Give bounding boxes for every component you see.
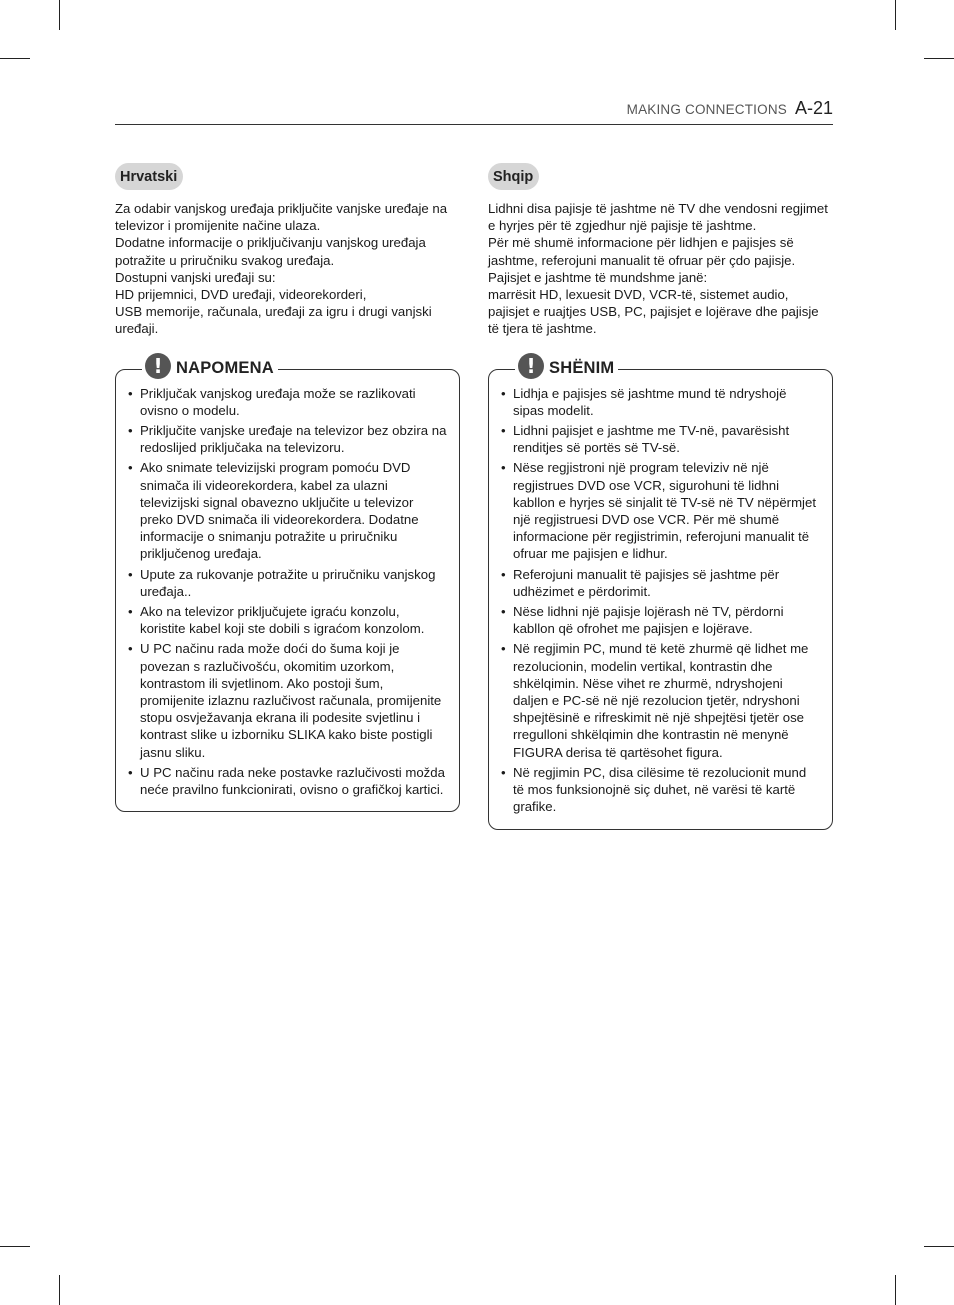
- intro-text: [115, 200, 460, 338]
- list-item: • U PC načinu rada neke postavke razlučivosti možda neće pravilno funkcionirati, ovisno o grafičkoj kartici.: [127, 764, 447, 798]
- intro-paragraph: Lidhni disa pajisje të jashtme në TV dhe vendosni regjimet e hyrjes për të zgjedhur një pajisje të jashtme.: [488, 201, 828, 234]
- note-title-label: NAPOMENA: [176, 359, 274, 378]
- list-item: • Nëse regjistroni një program televiziv në një regjistrues DVD ose VCR, sigurohuni të lidhni kabllon e hyrjes së sinjalit të TV-së në TV nëpërmjet një regjistruesi DVD ose VCR. Për më shumë informacione për regjistrimin, referojuni manualit të ofruar me pajisjen e lidhur.: [500, 459, 820, 562]
- list-item: • Lidhni pajisjet e jashtme me TV-në, pavarësisht renditjes së portës së TV-së.: [500, 422, 820, 456]
- note-title: [515, 353, 618, 380]
- crop-mark: [924, 1246, 954, 1247]
- list-item: • U PC načinu rada može doći do šuma koji je povezan s razlučivošću, okomitim uzorkom, kontrastom ili svjetlinom. Ako postoji šum, promijenite izlaznu razlučivost računala, promijenite stopu osvježavanja ekrana ili podesite svjetlinu i kontrast slike u izborniku SLIKA kako biste postigli jasnu sliku.: [127, 640, 447, 760]
- list-item: • Në regjimin PC, disa cilësime të rezolucionit mund të mos funksionojnë siç duhet, në varësi të kartë grafike.: [500, 764, 820, 816]
- crop-mark: [59, 1275, 60, 1305]
- exclamation-icon: !: [518, 353, 544, 379]
- list-item: • Lidhja e pajisjes së jashtme mund të ndryshojë sipas modelit.: [500, 385, 820, 419]
- intro-paragraph: Për më shumë informacione për lidhjen e pajisjes së jashtme, referojuni manualit të ofruar për çdo pajisje.: [488, 235, 796, 268]
- note-list: [500, 385, 820, 816]
- page-number: A-21: [794, 98, 833, 118]
- note-box: [115, 353, 460, 813]
- note-list: [127, 385, 447, 799]
- list-item: • Upute za rukovanje potražite u priručniku vanjskog uređaja..: [127, 566, 447, 600]
- note-box: [488, 353, 833, 830]
- language-label: Shqip: [488, 163, 539, 190]
- list-item: • Priključite vanjske uređaje na televizor bez obzira na redoslijed priključaka na televizoru.: [127, 422, 447, 456]
- crop-mark: [0, 1246, 30, 1247]
- list-item: • Në regjimin PC, mund të ketë zhurmë që lidhet me rezolucionin, modelin vertikal, kontrastin dhe shkëlqimin. Nëse vihet re zhurmë, ndryshojeni daljen e PC-së në një rezolucion tjetër, ndryshoni shpejtësinë e rifreskimit në një shpejtësi tjetër ose rregulloni shkëlqimin dhe kontrastin në menynë FIGURA derisa të qartësohet figura.: [500, 640, 820, 760]
- intro-paragraph: HD prijemnici, DVD uređaji, videorekorderi,: [115, 287, 367, 303]
- intro-paragraph: Dodatne informacije o priključivanju vanjskog uređaja potražite u priručniku svakog uređaja.: [115, 235, 426, 268]
- crop-mark: [895, 1275, 896, 1305]
- list-item: • Ako na televizor priključujete igraću konzolu, koristite kabel koji ste dobili s igraćom konzolom.: [127, 603, 447, 637]
- list-item: • Priključak vanjskog uređaja može se razlikovati ovisno o modelu.: [127, 385, 447, 419]
- crop-mark: [924, 58, 954, 59]
- crop-mark: [895, 0, 896, 30]
- note-title: [142, 353, 278, 380]
- intro-paragraph: Pajisjet e jashtme të mundshme janë:: [488, 269, 708, 285]
- list-item: • Ako snimate televizijski program pomoću DVD snimača ili videorekordera, kabel za ulazni televizijski signal obavezno uključite u televizor preko DVD snimača ili videorekordera. Dodatne informacije o snimanju potražite u priručniku priključenog uređaja.: [127, 459, 447, 562]
- intro-paragraph: USB memorije, računala, uređaji za igru i drugi vanjski uređaji.: [115, 304, 432, 337]
- section-title: MAKING CONNECTIONS: [626, 102, 787, 117]
- intro-paragraph: Dostupni vanjski uređaji su:: [115, 269, 276, 285]
- crop-mark: [59, 0, 60, 30]
- list-item: • Nëse lidhni një pajisje lojërash në TV, përdorni kabllon që ofrohet me pajisjen e lojërave.: [500, 603, 820, 637]
- column-hrvatski: [115, 163, 460, 812]
- list-item: • Referojuni manualit të pajisjes së jashtme për udhëzimet e përdorimit.: [500, 566, 820, 600]
- language-label: Hrvatski: [115, 163, 183, 190]
- crop-mark: [0, 58, 30, 59]
- note-title-label: SHËNIM: [549, 359, 615, 378]
- exclamation-icon: !: [145, 353, 171, 379]
- intro-paragraph: marrësit HD, lexuesit DVD, VCR-të, sistemet audio, pajisjet e ruajtjes USB, PC, pajisjet e lojërave dhe pajisje të tjera të jashtme.: [488, 287, 819, 337]
- page-header: [115, 98, 833, 125]
- intro-text: [488, 200, 833, 338]
- column-shqip: [488, 163, 833, 830]
- intro-paragraph: Za odabir vanjskog uređaja priključite vanjske uređaje na televizor i promijenite načine ulaza.: [115, 201, 448, 234]
